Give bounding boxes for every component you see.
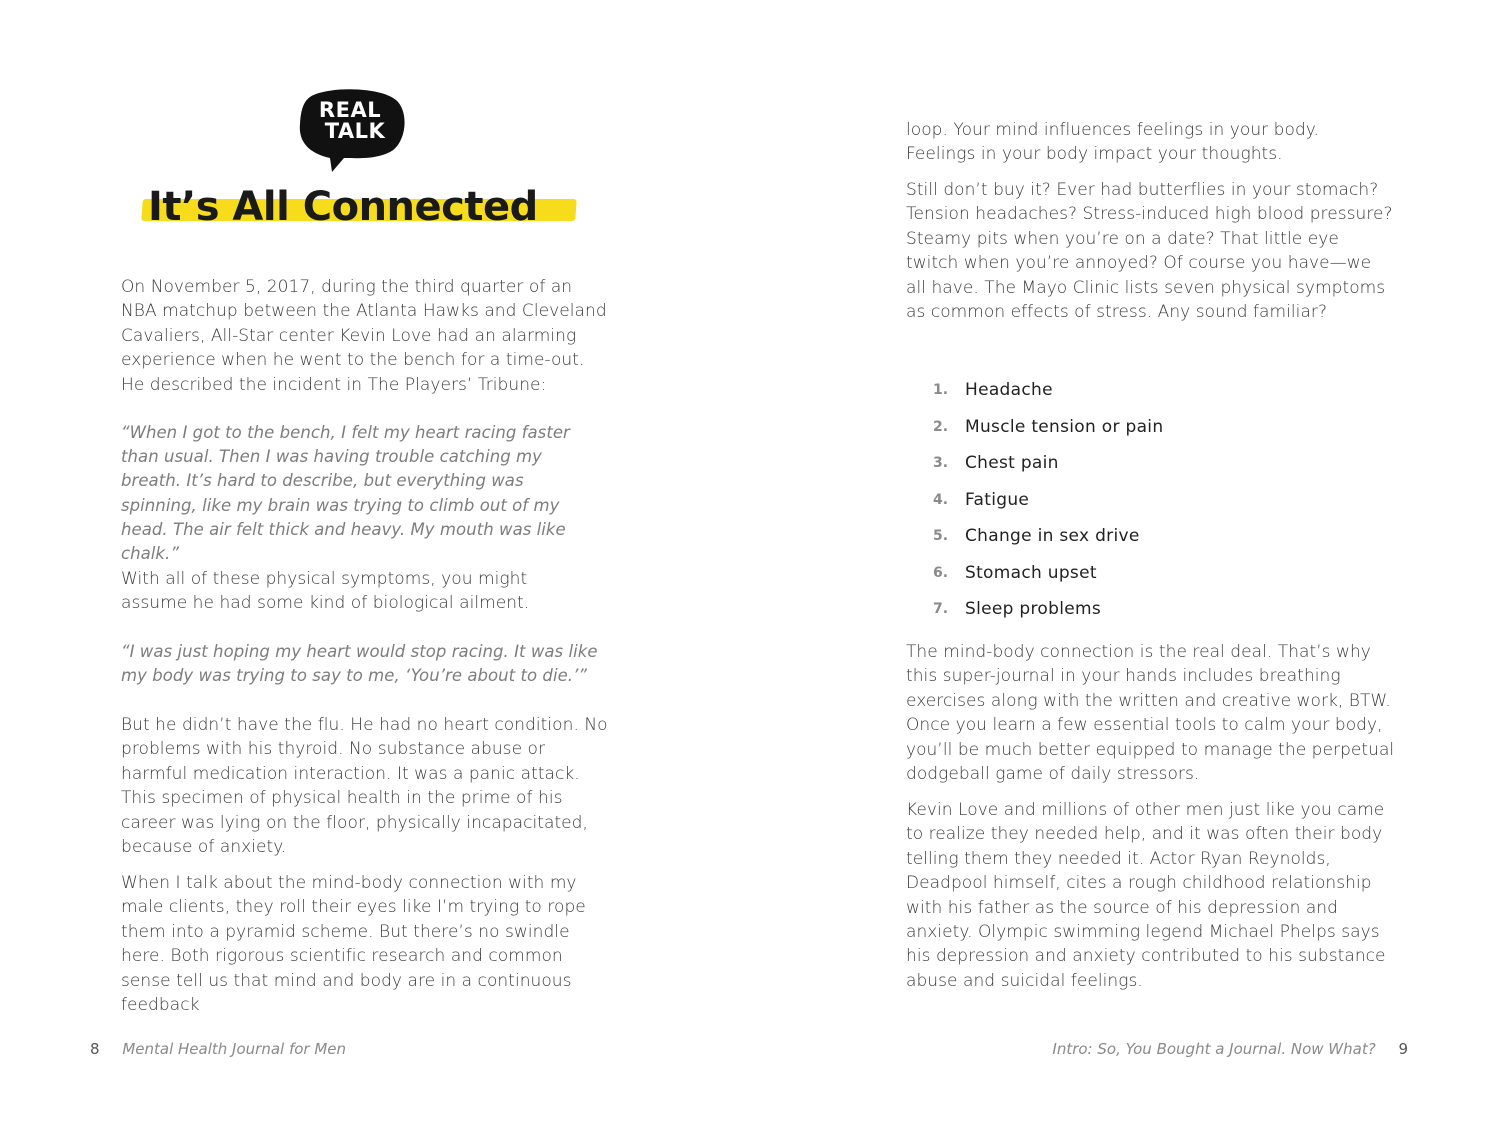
list-item xyxy=(933,518,1313,555)
list-item xyxy=(933,555,1313,592)
paragraph-real-deal: The mind-body connection is the real deal. That’s why this super-journal in your hands includes breathing exercises along with the written and creative work, BTW. Once you learn a few essential tools to calm your body, you’ll be much better equipped to manage the perpetual dodgeball game of daily stressors. xyxy=(906,642,1395,785)
page-title: It’s All Connected xyxy=(148,184,538,230)
page-number-right: 9 xyxy=(1398,1040,1408,1058)
list-number: 6. xyxy=(933,564,949,581)
list-label: Headache xyxy=(965,380,1053,401)
list-item xyxy=(933,591,1313,628)
paragraph-symptoms: With all of these physical symptoms, you might assume he had some kind of biological ailment. xyxy=(121,569,530,614)
symptom-list xyxy=(933,372,1313,628)
list-label: Fatigue xyxy=(965,489,1030,510)
paragraph-intro: On November 5, 2017, during the third quarter of an NBA matchup between the Atlanta Hawks and Cleveland Cavaliers, All-Star center Kevin Love had an alarming experience when he went to the bench for a time-out. He described the incident in The Players’ Tribune: xyxy=(121,277,607,395)
list-item xyxy=(933,372,1313,409)
list-item xyxy=(933,482,1313,519)
list-label: Chest pain xyxy=(965,453,1059,474)
badge-text xyxy=(302,100,398,142)
list-number: 2. xyxy=(933,418,949,435)
list-label: Change in sex drive xyxy=(965,526,1140,547)
list-number: 3. xyxy=(933,455,949,472)
right-page xyxy=(750,0,1500,1125)
list-number: 4. xyxy=(933,491,949,508)
list-number: 7. xyxy=(933,601,949,618)
paragraph-still: Still don’t buy it? Ever had butterflies in your stomach? Tension headaches? Stress-induced high blood pressure? Steamy pits when you’re on a date? That little eye twitch when you’re annoyed? Of course you have—we all have. The Mayo Clinic lists seven physical symptoms as common effects of stress. Any sound familiar? xyxy=(906,180,1393,323)
list-item xyxy=(933,409,1313,446)
quote-heart: “I was just hoping my heart would stop racing. It was like my body was trying to say to me, ‘You’re about to die.’” xyxy=(121,642,598,686)
footer-right xyxy=(1052,1040,1408,1058)
paragraph-panic: But he didn’t have the flu. He had no heart condition. No problems with his thyroid. No substance abuse or harmful medication interaction. It was a panic attack. This specimen of physical health in the prime of his career was lying on the floor, physically incapacitated, because of anxiety. xyxy=(121,715,608,858)
paragraph-mind-body: When I talk about the mind-body connection with my male clients, they roll their eyes like I’m trying to rope them into a pyramid scheme. But there’s no swindle here. Both rigorous scientific research and common sense tell us that mind and body are in a continuous feedback xyxy=(121,873,586,1016)
paragraph-kevin-love: Kevin Love and millions of other men just like you came to realize they needed help, and it was often their body telling them they needed it. Actor Ryan Reynolds, Deadpool himself, cites a rough childhood relationship with his father as the source of his depression and anxiety. Olympic swimming legend Michael Phelps says his depression and anxiety contributed to his substance abuse and suicidal feelings. xyxy=(906,800,1386,991)
real-talk-badge xyxy=(296,88,408,174)
badge-line-1: REAL xyxy=(318,98,382,122)
list-label: Muscle tension or pain xyxy=(965,416,1164,437)
list-number: 1. xyxy=(933,382,949,399)
footer-left xyxy=(90,1040,346,1058)
page-number-left: 8 xyxy=(90,1040,100,1058)
list-item xyxy=(933,445,1313,482)
running-head-right: Intro: So, You Bought a Journal. Now What? xyxy=(1052,1040,1376,1058)
quote-bench: “When I got to the bench, I felt my heart racing faster than usual. Then I was having trouble catching my breath. It’s hard to describe, but everything was spinning, like my brain was trying to climb out of my head. The air felt thick and heavy. My mouth was like chalk.” xyxy=(121,423,570,564)
title-block xyxy=(140,180,580,240)
list-label: Sleep problems xyxy=(965,599,1102,620)
running-head-left: Mental Health Journal for Men xyxy=(122,1040,347,1058)
paragraph-loop: loop. Your mind influences feelings in your body. Feelings in your body impact your thoughts. xyxy=(906,120,1319,165)
badge-line-2: TALK xyxy=(324,119,386,143)
list-number: 5. xyxy=(933,528,949,545)
list-label: Stomach upset xyxy=(965,562,1097,583)
